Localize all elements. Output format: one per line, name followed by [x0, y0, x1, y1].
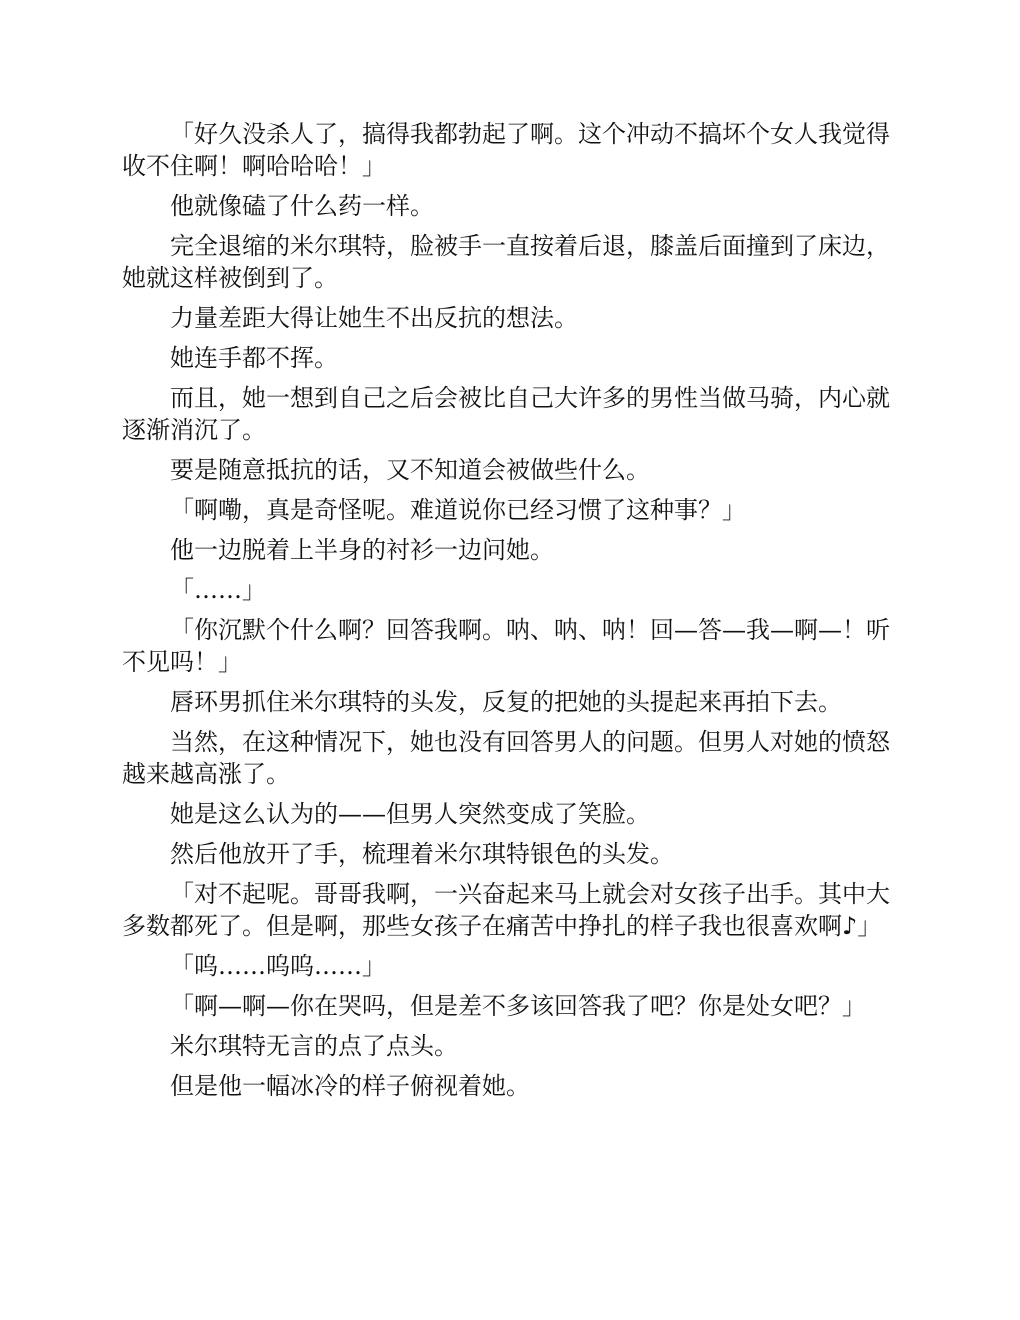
text-body: [122, 118, 898, 1110]
paragraph: 「好久没杀人了，搞得我都勃起了啊。这个冲动不搞坏个女人我觉得收不住啊！啊哈哈哈！」: [122, 120, 890, 180]
paragraph: 「……」: [170, 576, 266, 604]
paragraph: 她连手都不挥。: [170, 344, 338, 372]
paragraph: 「你沉默个什么啊？回答我啊。呐、呐、呐！回—答—我—啊—！听不见吗！」: [122, 616, 890, 676]
paragraph: 「啊—啊—你在哭吗，但是差不多该回答我了吧？你是处女吧？」: [170, 992, 866, 1020]
paragraph: 米尔琪特无言的点了点头。: [170, 1032, 458, 1060]
paragraph: 而且，她一想到自己之后会被比自己大许多的男性当做马骑，内心就逐渐消沉了。: [122, 384, 890, 444]
paragraph: 他一边脱着上半身的衬衫一边问她。: [170, 536, 554, 564]
paragraph: 他就像磕了什么药一样。: [170, 192, 434, 220]
paragraph: 力量差距大得让她生不出反抗的想法。: [170, 304, 578, 332]
paragraph: 当然，在这种情况下，她也没有回答男人的问题。但男人对她的愤怒越来越高涨了。: [122, 728, 890, 788]
paragraph: 「啊嘞，真是奇怪呢。难道说你已经习惯了这种事？」: [170, 496, 746, 524]
paragraph: 然后他放开了手，梳理着米尔琪特银色的头发。: [170, 840, 674, 868]
paragraph: 「对不起呢。哥哥我啊，一兴奋起来马上就会对女孩子出手。其中大多数都死了。但是啊，那些女孩子在痛苦中挣扎的样子我也很喜欢啊♪」: [122, 880, 890, 940]
paragraph: 要是随意抵抗的话，又不知道会被做些什么。: [170, 456, 650, 484]
paragraph: 但是他一幅冰冷的样子俯视着她。: [170, 1072, 530, 1100]
paragraph: 唇环男抓住米尔琪特的头发，反复的把她的头提起来再拍下去。: [170, 688, 842, 716]
paragraph: 她是这么认为的——但男人突然变成了笑脸。: [170, 800, 650, 828]
paragraph: 「呜……呜呜……」: [170, 952, 386, 980]
paragraph: 完全退缩的米尔琪特，脸被手一直按着后退，膝盖后面撞到了床边，她就这样被倒到了。: [122, 232, 890, 292]
